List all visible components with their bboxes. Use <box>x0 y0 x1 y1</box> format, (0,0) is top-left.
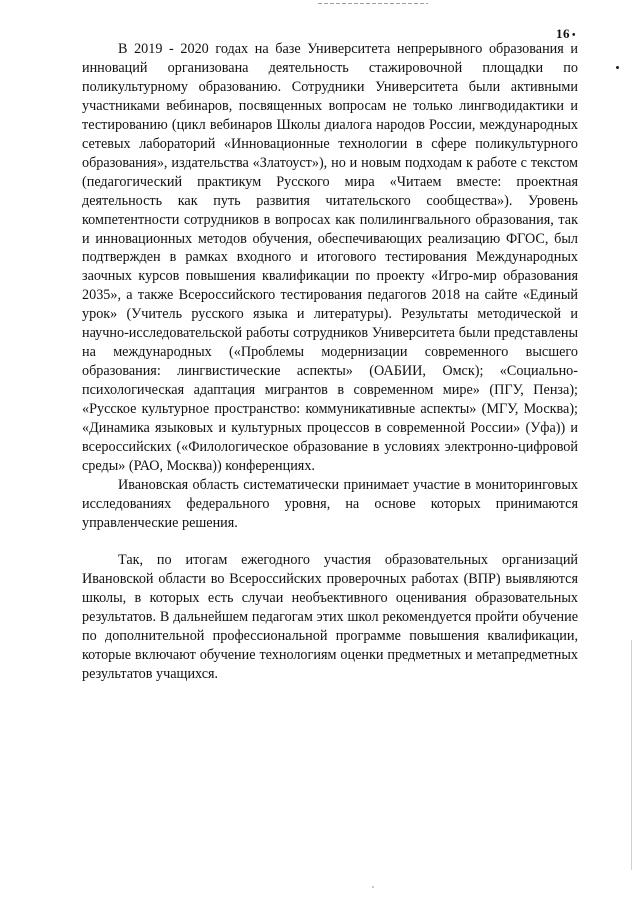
scan-artifact-dot <box>616 66 619 69</box>
scan-artifact-top-line <box>318 3 428 4</box>
paragraph-stazhirovochnaya-ploshchadka: В 2019 - 2020 годах на базе Университета непрерывного образования и инноваций организована деятельность стажировочной площадки по поликультурному образованию. Сотрудники Университета были активными участниками вебинаров, посвященных вопросам не только лингводидактики и тестированию (цикл вебинаров Школы диалога народов России, международных сетевых лабораторий «Инновационные технологии в сфере поликультурного образования», издательства «Златоуст»), но и новым подходам к работе с текстом (педагогический практикум Русского мира «Читаем вместе: проектная деятельность как путь развития читательского сообщества»). Уровень компетентности сотрудников в вопросах как полилингвального образования, так и инновационных методов обучения, обеспечивающих реализацию ФГОС, был подтвержден в рамках входного и итогового тестирования Международных заочных курсов повышения квалификации по проекту «Игро-мир образования 2035», а также Всероссийского тестирования педагогов 2018 на сайте «Единый урок» (Учитель русского языка и литературы). Результаты методической и научно-исследовательской работы сотрудников Университета были представлены на международных («Проблемы модернизации современного высшего образования: лингвистические аспекты» (ОАБИИ, Омск); «Социально-психологическая адаптация мигрантов в современном мире» (ПГУ, Пенза); «Русское культурное пространство: коммуникативные аспекты» (МГУ, Москва); «Динамика языковых и культурных процессов в современной России» (Уфа)) и всероссийских («Филологическое образование в условиях электронно-цифровой среды» (РАО, Москва)) конференциях. <box>82 41 578 474</box>
document-body <box>82 40 578 683</box>
paragraph-monitoring: Ивановская область систематически принимает участие в мониторинговых исследованиях федерального уровня, на основе которых принимаются управленческие решения. <box>82 476 578 531</box>
page-number-mark: • <box>572 30 577 41</box>
scan-artifact-edge-line <box>631 640 632 870</box>
page-number-value: 16 <box>556 26 570 41</box>
paragraph-vpr: Так, по итогам ежегодного участия образовательных организаций Ивановской области во Всероссийских проверочных работах (ВПР) выявляются школы, в которых есть случаи необъективного оценивания образовательных результатов. В дальнейшем педагогам этих школ рекомендуется пройти обучение по дополнительной профессиональной программе повышения квалификации, которые включают обучение технологиям оценки предметных и метапредметных результатов учащихся. <box>82 551 578 682</box>
scan-artifact-speck <box>372 886 374 888</box>
